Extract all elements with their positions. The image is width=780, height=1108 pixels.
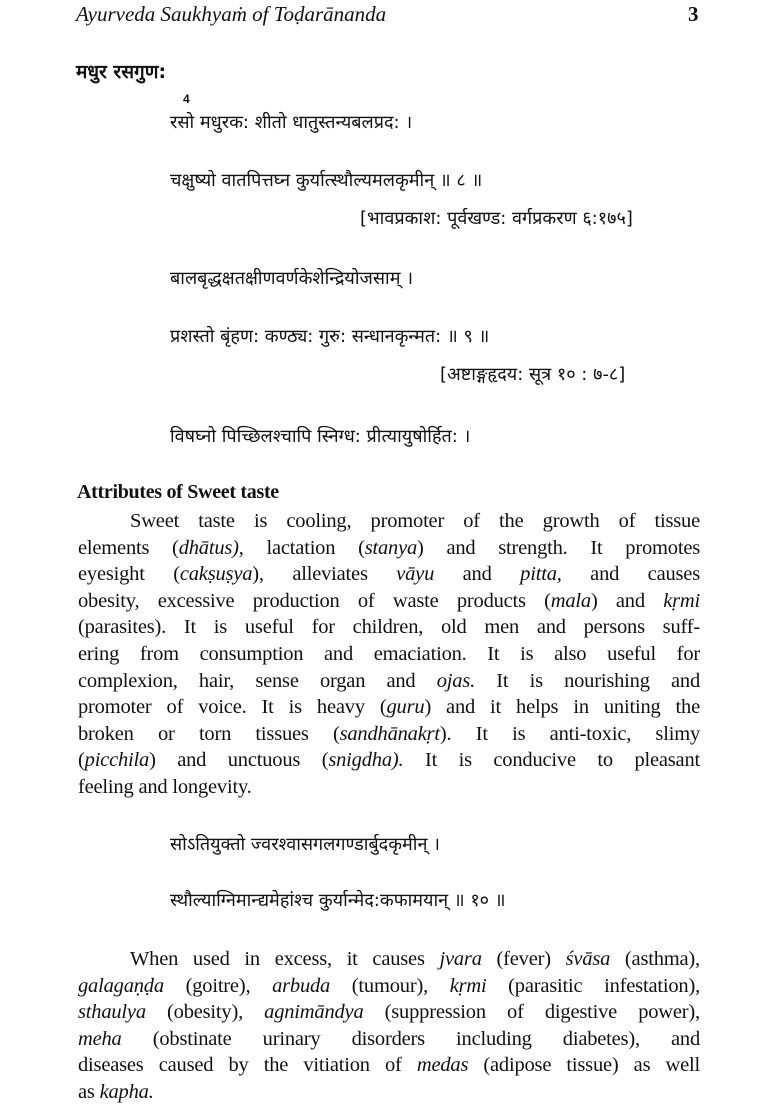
italic-term: arbuda: [272, 974, 331, 997]
text-run: ). It is anti-toxic, slimy: [439, 722, 700, 745]
paragraph-excess: [78, 946, 700, 1106]
text-run: and: [434, 563, 521, 586]
italic-term: ojas.: [436, 669, 476, 692]
text-run: ), alleviates: [252, 563, 397, 586]
verse-line: विषघ्नो पिच्छिलश्चापि स्निग्ध: प्रीत्यायुषोर्हित: ।: [170, 426, 471, 447]
sanskrit-section-heading: मधुर रसगुण:: [76, 61, 167, 83]
text-line: [78, 614, 700, 641]
text-line: [78, 1026, 700, 1053]
verse-line: स्थौल्याग्निमान्द्यमेहांश्च कुर्यान्मेद:कफामयान् ॥ १० ॥: [170, 890, 506, 911]
text-run: , lactation (: [238, 536, 365, 559]
italic-term: agnimāndya: [264, 1001, 364, 1024]
italic-term: śvāsa: [565, 948, 611, 970]
italic-term: vāyu: [396, 563, 435, 586]
text-line: [78, 721, 700, 748]
italic-term: snigdha).: [328, 749, 404, 772]
italic-term: dhātus): [178, 536, 239, 559]
text-run: (parasites). It is useful for children, old men and persons suff-: [78, 616, 700, 639]
text-run: ) and: [590, 589, 664, 612]
text-line: [78, 641, 700, 668]
text-run: eyesight (: [78, 563, 180, 586]
italic-term: kṛmi: [449, 974, 487, 997]
text-run: Sweet taste is cooling, promoter of the growth of tissue: [130, 510, 700, 532]
verse-line: सोऽतियुक्तो ज्वरश्वासगलगण्डार्बुदकृमीन् ।: [170, 834, 440, 855]
italic-term: pitta,: [520, 563, 562, 586]
text-line: [78, 999, 700, 1026]
italic-term: kṛmi: [663, 589, 700, 612]
text-run: diseases caused by the vitiation of: [78, 1054, 417, 1077]
verse-line: प्रशस्तो बृंहण: कण्ठ्य: गुरु: सन्धानकृन्मत: ॥ ९ ॥: [170, 326, 490, 347]
citation: [अष्टाङ्गहृदय: सूत्र १० : ७-८]: [440, 364, 626, 385]
italic-term: jvara: [439, 948, 482, 970]
paragraph-attributes: [78, 508, 700, 801]
text-run: (tumour),: [330, 974, 450, 997]
text-run: It is nourishing and: [475, 669, 700, 692]
text-line: [78, 946, 700, 973]
text-run: (parasitic infestation),: [486, 974, 700, 997]
verse-marker: 4: [183, 92, 190, 106]
text-run: ) and strength. It promotes: [417, 536, 700, 559]
text-line: [78, 588, 700, 615]
text-run: (obesity),: [145, 1001, 265, 1024]
text-run: (fever): [481, 948, 566, 970]
italic-term: sthaulya: [78, 1001, 146, 1024]
text-line: [78, 774, 700, 801]
italic-term: stanya: [364, 536, 418, 559]
text-line: [78, 694, 700, 721]
italic-term: mala: [550, 589, 591, 612]
text-line: [78, 508, 700, 535]
text-line: [78, 535, 700, 562]
text-run: (obstinate urinary disorders including diabetes), and: [121, 1027, 700, 1050]
running-head: Ayurveda Saukhyaṁ of Toḍarānanda: [76, 2, 387, 26]
text-run: and causes: [561, 563, 700, 586]
text-run: (asthma),: [610, 948, 700, 970]
page-number: 3: [688, 2, 699, 26]
text-run: feeling and longevity.: [78, 775, 252, 798]
text-run: (suppression of digestive power),: [363, 1001, 700, 1024]
italic-term: meha: [78, 1027, 122, 1050]
text-run: (adipose tissue) as well: [468, 1054, 701, 1077]
text-line: [78, 747, 700, 774]
text-line: [78, 561, 700, 588]
text-line: [78, 973, 700, 1000]
text-run: ) and unctuous (: [149, 749, 329, 772]
text-run: ering from consumption and emaciation. It is also useful for: [78, 642, 700, 665]
italic-term: cakṣuṣya: [179, 563, 253, 586]
text-run: (goitre),: [163, 974, 273, 997]
italic-term: galagaṇḍa: [78, 974, 164, 997]
text-run: (: [78, 749, 85, 772]
citation: [भावप्रकाश: पूर्वखण्ड: वर्गप्रकरण ६:१७५]: [360, 208, 633, 229]
verse-line: बालबृद्धक्षतक्षीणवर्णकेशेन्द्रियोजसाम् ।: [170, 268, 414, 289]
text-run: It is conducive to pleasant: [403, 749, 701, 772]
italic-term: medas: [416, 1054, 469, 1077]
text-run: obesity, excessive production of waste products (: [78, 589, 551, 612]
verse-line: रसो मधुरक: शीतो धातुस्तन्यबलप्रद: ।: [170, 112, 413, 133]
text-run: ) and it helps in uniting the: [424, 696, 700, 719]
text-run: as: [78, 1080, 100, 1103]
text-line: [78, 1052, 700, 1079]
text-run: promoter of voice. It is heavy (: [78, 696, 387, 719]
italic-term: kapha.: [99, 1080, 154, 1103]
italic-term: picchila: [84, 749, 150, 772]
verse-line: चक्षुष्यो वातपित्तघ्न कुर्यात्स्थौल्यमलकृमीन् ॥ ८ ॥: [170, 170, 483, 191]
text-run: broken or torn tissues (: [78, 722, 340, 745]
text-run: complexion, hair, sense organ and: [78, 669, 437, 692]
italic-term: guru: [386, 696, 425, 719]
text-run: When used in excess, it causes: [130, 948, 440, 970]
text-line: [78, 1079, 700, 1106]
text-run: elements (: [78, 536, 179, 559]
section-heading: Attributes of Sweet taste: [77, 481, 279, 503]
italic-term: sandhānakṛt: [339, 722, 440, 745]
text-line: [78, 668, 700, 695]
